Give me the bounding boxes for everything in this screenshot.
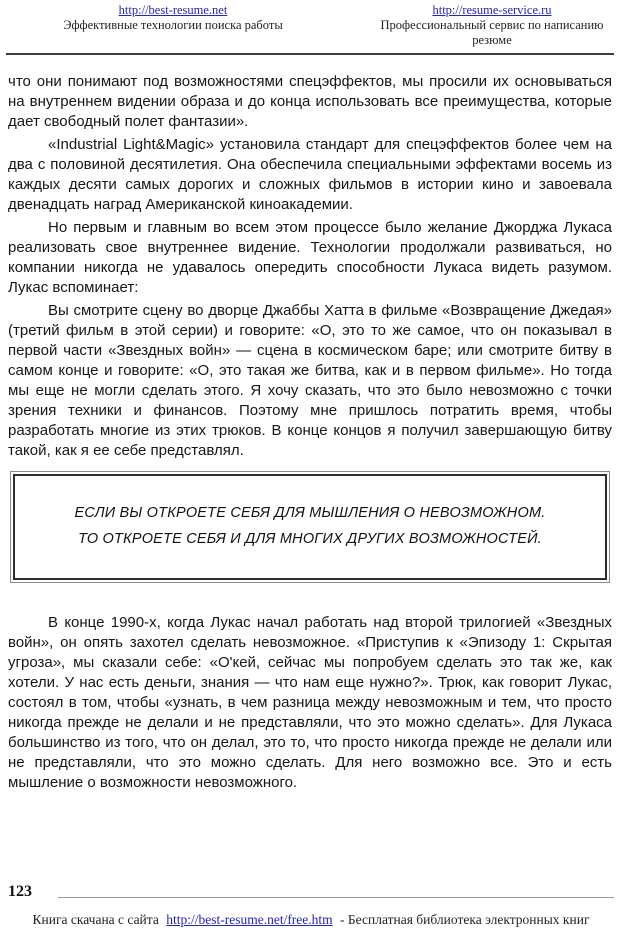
page-header	[0, 0, 620, 48]
paragraph: «Industrial Light&Magic» установила стандарт для спецэффектов более чем на два с половиной десятилетия. Она обеспечила специальными эффектами восемь из каждых десяти самых дорогих и сложных фильмов в истории кино и завоевала двенадцать наград Американской киноакадемии.	[8, 136, 612, 213]
footer-note	[8, 912, 614, 928]
footer-note-prefix: Книга скачана с сайта	[32, 912, 159, 927]
footer-divider	[58, 897, 614, 898]
page-footer	[8, 883, 614, 928]
quote-box	[10, 471, 610, 583]
paragraph: Вы смотрите сцену во дворце Джаббы Хатта в фильме «Возвращение Джедая» (третий фильм в этой серии) и говорите: «О, это то же самое, что он показывал в первой части «Звездных войн» — сцена в космическом баре; или смотрите битву в самом конце и говорите: «О, это такая же битва, как и в первом фильме». Но тогда мы еще не могли сделать этого. Я хочу сказать, что это было невозможно с точки зрения техники и финансов. Поэтому мне пришлось потратить время, чтобы разработать многие из этих трюков. В конце концов я получил завершающую битву такой, как я ее себе представлял.	[8, 302, 612, 459]
header-right-link[interactable]: http://resume-service.ru	[432, 3, 552, 17]
page-content	[0, 55, 620, 793]
header-left-tagline: Эффективные технологии поиска работы	[63, 18, 283, 32]
quote-box-inner	[13, 474, 607, 580]
footer-note-suffix: - Бесплатная библиотека электронных книг	[340, 912, 590, 927]
quote-line-1: ЕСЛИ ВЫ ОТКРОЕТЕ СЕБЯ ДЛЯ МЫШЛЕНИЯ О НЕВОЗМОЖНОМ.	[74, 505, 546, 521]
header-left	[8, 3, 338, 48]
footer-download-link[interactable]: http://best-resume.net/free.htm	[166, 912, 333, 927]
header-right-tagline: Профессиональный сервис по написанию резюме	[380, 18, 604, 47]
footer-rule-row	[8, 883, 614, 903]
header-left-link[interactable]: http://best-resume.net	[118, 3, 228, 17]
paragraph: В конце 1990-х, когда Лукас начал работать над второй трилогией «Звездных войн», он опять захотел сделать невозможное. «Приступив к «Эпизоду 1: Скрытая угроза», мы сказали себе: «О'кей, сейчас мы попробуем сделать это так же, как хотели. У нас есть деньги, знания — что нам еще нужно?». Трюк, как говорит Лукас, состоял в том, чтобы «узнать, в чем разница между невозможным и тем, что просто никогда прежде не делали и не представляли, что это можно сделать». Для Лукаса большинство из того, что он делал, это то, что просто никогда прежде не делали или не представляли, что это можно сделать. Для него возможно все. Это и есть мышление о возможности невозможного.	[8, 614, 612, 791]
paragraph: Но первым и главным во всем этом процессе было желание Джорджа Лукаса реализовать свое внутреннее видение. Технологии продолжали развиваться, но компании никогда не удавалось опередить способности Лукаса видеть разумом. Лукас вспоминает:	[8, 219, 612, 296]
page-number: 123	[8, 883, 32, 900]
paragraph: что они понимают под возможностями спецэффектов, мы просили их основываться на внутреннем видении образа и до конца использовать все преимущества, которые дает свободный полет фантазии».	[8, 73, 612, 130]
header-right	[372, 3, 612, 48]
quote-line-2: ТО ОТКРОЕТЕ СЕБЯ И ДЛЯ МНОГИХ ДРУГИХ ВОЗМОЖНОСТЕЙ.	[78, 531, 542, 547]
